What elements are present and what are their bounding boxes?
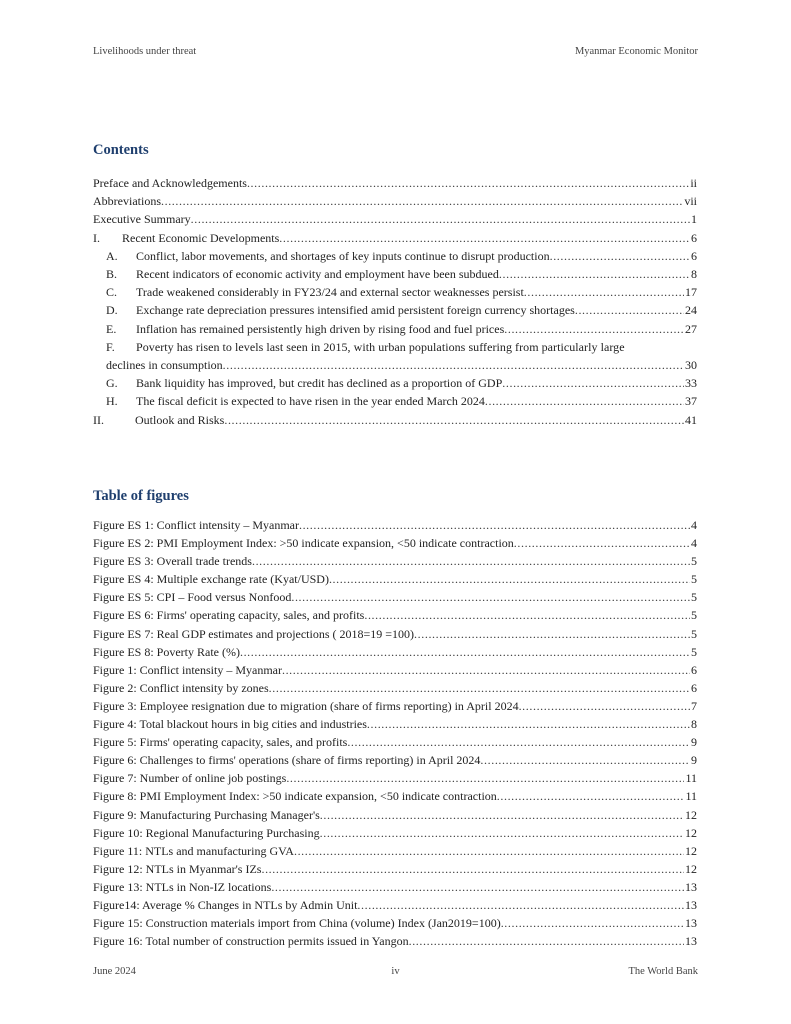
figure-entry[interactable]: Figure ES 4: Multiple exchange rate (Kyat/USD) ..... 5 [93,570,697,588]
figure-entry[interactable]: Figure ES 6: Firms' operating capacity, sales, and profits ..... 5 [93,606,697,624]
figure-entry[interactable]: Figure ES 3: Overall trade trends ..... 5 [93,552,697,570]
figure-entry[interactable]: Figure 9: Manufacturing Purchasing Manager's ..... 12 [93,806,697,824]
footer-publisher: The World Bank [628,966,698,977]
toc-entry-subsection-b[interactable]: B. Recent indicators of economic activity and employment have been subdued ..... 8 [93,265,697,283]
figure-entry[interactable]: Figure ES 2: PMI Employment Index: >50 indicate expansion, <50 indicate contraction ..... 4 [93,534,697,552]
footer-date: June 2024 [93,966,136,977]
toc-entry-executive-summary[interactable]: Executive Summary ..... 1 [93,210,697,228]
table-of-figures-list [93,516,697,950]
running-header-title: Livelihoods under threat [93,46,197,57]
figure-entry[interactable]: Figure ES 7: Real GDP estimates and projections ( 2018=19 =100) ..... 5 [93,625,697,643]
toc-entry-subsection-e[interactable]: E. Inflation has remained persistently high driven by rising food and fuel prices ..... 27 [93,320,697,338]
footer-page-number: iv [391,966,400,977]
figure-entry[interactable]: Figure 1: Conflict intensity – Myanmar ..... 6 [93,661,697,679]
figure-entry[interactable]: Figure 15: Construction materials import from China (volume) Index (Jan2019=100) ..... 13 [93,914,697,932]
toc-entry-preface[interactable]: Preface and Acknowledgements ..... ii [93,174,697,192]
figure-entry[interactable]: Figure 2: Conflict intensity by zones ..... 6 [93,679,697,697]
toc-entry-subsection-f-line1[interactable]: F. Poverty has risen to levels last seen in 2015, with urban populations suffering from particularly large [106,339,625,354]
contents-heading: Contents [93,142,149,158]
figure-entry[interactable]: Figure 3: Employee resignation due to migration (share of firms reporting) in April 2024 ..... 7 [93,697,697,715]
figure-entry[interactable]: Figure 5: Firms' operating capacity, sales, and profits ..... 9 [93,733,697,751]
toc-entry-section-1[interactable]: I. Recent Economic Developments ..... 6 [93,229,697,247]
figure-entry[interactable]: Figure14: Average % Changes in NTLs by Admin Unit ..... 13 [93,896,697,914]
toc-entry-subsection-g[interactable]: G. Bank liquidity has improved, but credit has declined as a proportion of GDP ..... 33 [93,374,697,392]
figure-entry[interactable]: Figure 12: NTLs in Myanmar's IZs ..... 12 [93,860,697,878]
contents-list [93,174,697,429]
toc-entry-subsection-d[interactable]: D. Exchange rate depreciation pressures intensified amid persistent foreign currency shortages ..... 24 [93,301,697,319]
toc-entry-section-2[interactable]: II. Outlook and Risks ..... 41 [93,411,697,429]
toc-entry-subsection-h[interactable]: H. The fiscal deficit is expected to have risen in the year ended March 2024 ..... 37 [93,392,697,410]
figure-entry[interactable]: Figure 10: Regional Manufacturing Purchasing ..... 12 [93,824,697,842]
figure-entry[interactable]: Figure ES 1: Conflict intensity – Myanmar ..... 4 [93,516,697,534]
figure-entry[interactable]: Figure 16: Total number of construction permits issued in Yangon ..... 13 [93,932,697,950]
figure-entry[interactable]: Figure 4: Total blackout hours in big cities and industries ..... 8 [93,715,697,733]
figure-entry[interactable]: Figure ES 5: CPI – Food versus Nonfood ..... 5 [93,588,697,606]
figure-entry[interactable]: Figure ES 8: Poverty Rate (%) ..... 5 [93,643,697,661]
toc-entry-subsection-c[interactable]: C. Trade weakened considerably in FY23/24 and external sector weaknesses persist ..... 17 [93,283,697,301]
toc-entry-subsection-a[interactable]: A. Conflict, labor movements, and shortages of key inputs continue to disrupt production ..... 6 [93,247,697,265]
figure-entry[interactable]: Figure 13: NTLs in Non-IZ locations ..... 13 [93,878,697,896]
table-of-figures-heading: Table of figures [93,488,189,504]
figure-entry[interactable]: Figure 11: NTLs and manufacturing GVA ..... 12 [93,842,697,860]
figure-entry[interactable]: Figure 6: Challenges to firms' operations (share of firms reporting) in April 2024 ..... 9 [93,751,697,769]
toc-entry-subsection-f-line2[interactable]: declines in consumption ..... 30 [93,356,697,374]
running-header-series: Myanmar Economic Monitor [574,46,698,57]
toc-entry-abbreviations[interactable]: Abbreviations ..... vii [93,192,697,210]
figure-entry[interactable]: Figure 7: Number of online job postings ..... 11 [93,769,697,787]
figure-entry[interactable]: Figure 8: PMI Employment Index: >50 indicate expansion, <50 indicate contraction ..... 11 [93,787,697,805]
